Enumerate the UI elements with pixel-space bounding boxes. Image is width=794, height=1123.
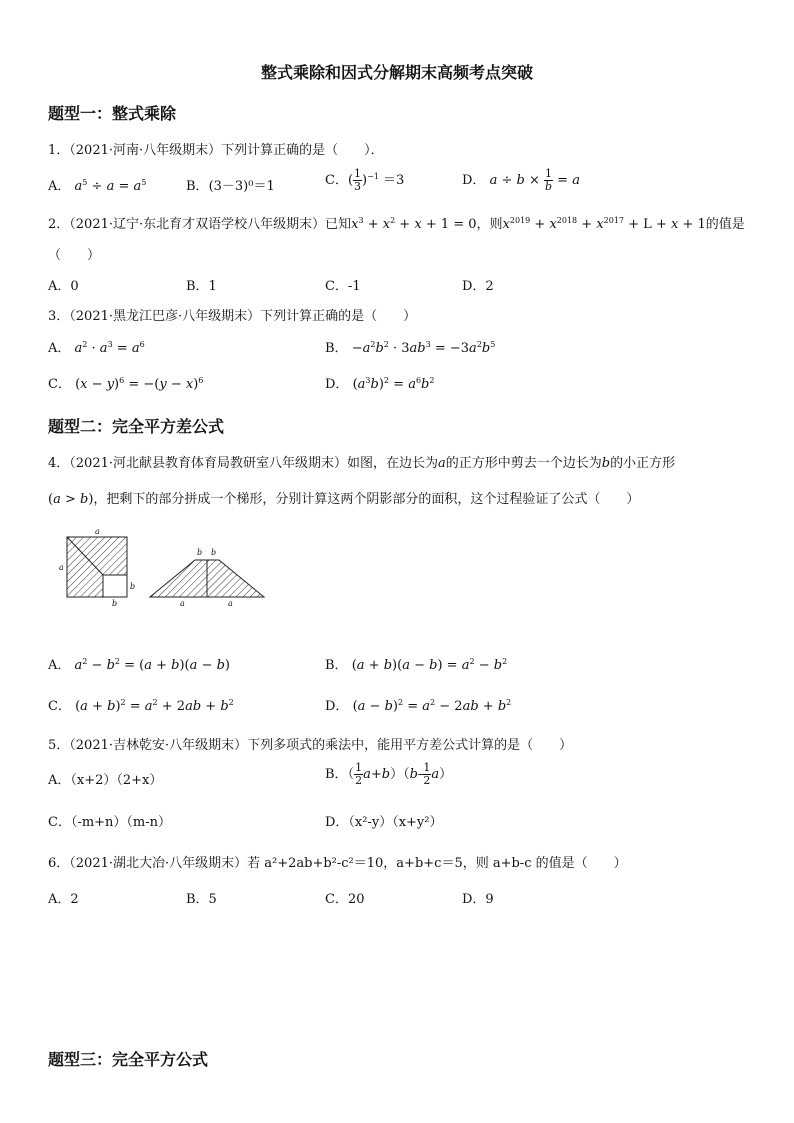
q6-option-c: C．20 <box>325 892 365 907</box>
fig-label-a-trap-2: a <box>228 599 233 608</box>
fig-label-a-left: a <box>59 563 64 572</box>
q1-option-d: D． a ÷ b × $\frac{1}{b}$ = a <box>462 167 580 193</box>
q6-option-b: B．5 <box>186 892 217 907</box>
fig-label-b-bottom: b <box>112 599 118 608</box>
q6-option-d: D．9 <box>462 892 494 907</box>
q5-option-b: B．（ $\frac{1}{2}$ a+b）（b- $\frac{1}{2}$ a） <box>325 761 453 787</box>
q3-option-c: C． $(x - y)^6 = -(y - x)^6$ <box>48 376 204 392</box>
q1-option-a: A． $a^5 \div a = a^5$ <box>48 178 147 194</box>
q1-option-c: C．( $\frac{1}{3}$ )$^{-1}$ ＝3 <box>325 167 405 193</box>
q2-option-a: A．0 <box>48 279 79 294</box>
section-heading-2: 题型二：完全平方差公式 <box>48 417 225 436</box>
q4-option-c: C． $(a + b)^2 = a^2 + 2ab + b^2$ <box>48 698 234 714</box>
q6-option-a: A．2 <box>48 892 79 907</box>
question-2-stem: 2．（2021·辽宁·东北育才双语学校八年级期末）已知$x^3 + x^2 + x + 1 = 0$，则$x^{2019} + x^{2018} + x^{2017} + L + x + 1$的值是 <box>48 216 745 232</box>
question-5-stem: 5．（2021·吉林乾安·八年级期末）下列多项式的乘法中，能用平方差公式计算的是（ ） <box>48 738 573 753</box>
q4-option-d: D． $(a - b)^2 = a^2 - 2ab + b^2$ <box>325 698 512 714</box>
q2-option-d: D．2 <box>462 279 494 294</box>
q3-option-d: D． $(a^3b)^2 = a^6b^2$ <box>325 376 435 392</box>
square-figure <box>67 537 127 597</box>
q2-option-b: B．1 <box>186 279 217 294</box>
q5-option-d: D．（x²-y）（x+y²） <box>325 815 443 830</box>
question-2-blank: （ ） <box>48 248 101 263</box>
q1-option-b: B．(3－3)⁰＝1 <box>186 179 275 194</box>
q2-option-c: C．-1 <box>325 279 361 294</box>
q4-figure <box>58 527 268 609</box>
fig-label-b-trap-1: b <box>197 548 203 557</box>
q4-option-a: A． $a^2 - b^2 = (a + b)(a - b)$ <box>48 657 230 673</box>
question-3-stem: 3．（2021·黑龙江巴彦·八年级期末）下列计算正确的是（ ） <box>48 309 417 324</box>
fig-label-b-trap-2: b <box>211 548 217 557</box>
fig-label-b-right: b <box>130 582 136 591</box>
fig-label-a-trap-1: a <box>180 599 185 608</box>
trapezoid-figure <box>150 560 264 597</box>
section-heading-3: 题型三：完全平方公式 <box>48 1050 209 1069</box>
question-4-stem-line-2: (a > b)，把剩下的部分拼成一个梯形，分别计算这两个阴影部分的面积，这个过程验证了公式（ ） <box>48 492 640 507</box>
fig-label-a-top: a <box>95 527 100 536</box>
page-title: 整式乘除和因式分解期末高频考点突破 <box>260 63 533 82</box>
q3-option-b: B． $-a^2b^2 \cdot 3ab^3 = -3a^2b^5$ <box>325 340 496 356</box>
question-4-stem-line-1: 4．（2021·河北献县教育体育局教研室八年级期末）如图，在边长为a的正方形中剪去一个边长为b的小正方形 <box>48 456 676 471</box>
section-heading-1: 题型一：整式乘除 <box>48 104 177 123</box>
q5-option-c: C．（-m+n）（m-n） <box>48 815 172 830</box>
q5-option-a: A．（x+2）（2+x） <box>48 773 163 788</box>
q3-option-a: A． $a^2 \cdot a^3 = a^6$ <box>48 340 145 356</box>
question-6-stem: 6．（2021·湖北大冶·八年级期末）若 a²+2ab+b²-c²＝10，a+b+c＝5，则 a+b-c 的值是（ ） <box>48 856 627 871</box>
q4-option-b: B． $(a + b)(a - b) = a^2 - b^2$ <box>325 657 508 673</box>
question-1-stem: 1．（2021·河南·八年级期末）下列计算正确的是（ ）． <box>48 143 384 158</box>
